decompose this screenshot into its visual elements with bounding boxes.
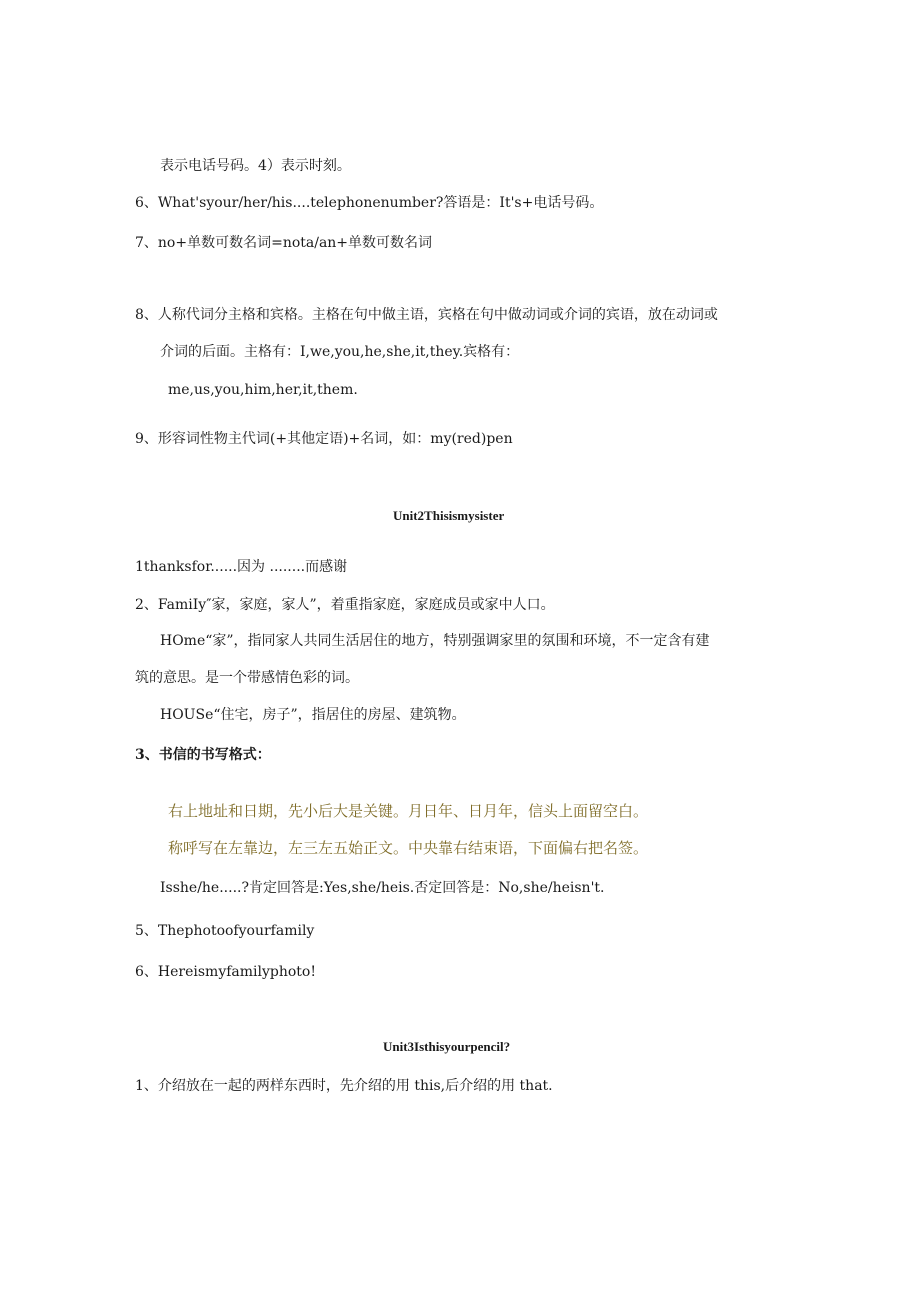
text-line: 2、FamiIy″家，家庭，家人”，着重指家庭，家庭成员或家中人口。 [135,597,555,613]
text-line: 6、What'syour/her/his....telephonenumber?答语是：It's+电话号码。 [135,195,604,211]
text-line: 8、人称代词分主格和宾格。主格在句中做主语，宾格在句中做动词或介词的宾语，放在动词或 [135,307,718,323]
text-line: HOUSe“住宅，房子”，指居住的房屋、建筑物。 [160,707,466,723]
unit-heading: Unit3Isthisyourpencil? [383,1039,511,1054]
text-line: 9、形容词性物主代词(+其他定语)+名词，如：my(red)pen [135,431,513,447]
text-line: Isshe/he.....?肯定回答是:Yes,she/heis.否定回答是：No,she/heisn't. [160,880,605,896]
text-line: HOme“家”，指同家人共同生活居住的地方，特别强调家里的氛围和环境，不一定含有建 [160,633,710,649]
text-line: me,us,you,him,her,it,them. [168,382,358,398]
text-line: 7、no+单数可数名词=nota∕an+单数可数名词 [135,235,433,251]
text-line: 1、介绍放在一起的两样东西时，先介绍的用 this,后介绍的用 that. [135,1078,553,1094]
section-subheading: 3、书信的书写格式： [135,747,271,763]
text-line: 6、Hereismyfamilyphoto! [135,964,316,980]
text-line: 筑的意思。是一个带感情色彩的词。 [135,670,359,686]
unit-heading: Unit2Thisismysister [393,508,505,523]
text-line: 表示电话号码。4）表示时刻。 [160,158,351,174]
text-line: 5、Thephotoofyourfamily [135,923,315,939]
mnemonic-line: 右上地址和日期，先小后大是关键。月日年、日月年，信头上面留空白。 [168,802,649,820]
text-line: 1thanksfor......因为 ........而感谢 [135,559,348,575]
text-line: 介词的后面。主格有：I,we,you,he,she,it,they.宾格有： [160,344,520,360]
mnemonic-line: 称呼写在左靠边，左三左五始正文。中央靠右结束语，下面偏右把名签。 [168,839,649,857]
